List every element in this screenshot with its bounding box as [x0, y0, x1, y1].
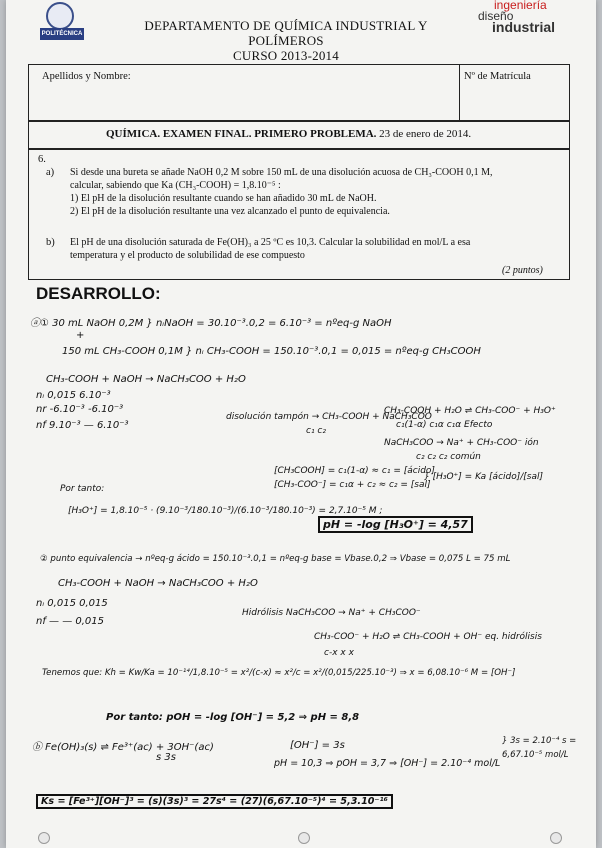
a2-line-0: ② punto equivalencia → nºeq-g ácido = 150.10⁻³.0,1 = nºeq-g base = Vbase.0,2 ⇒ Vbase = 0,075 L = 75 mL: [40, 554, 511, 564]
a1-line-0: ⓐ① 30 mL NaOH 0,2M } nᵢNaOH = 30.10⁻³.0,2 = 6.10⁻³ = nºeq-g NaOH: [30, 318, 392, 329]
pin-bottom-center: [298, 832, 310, 844]
a1-line-11: NaCH₃COO → Na⁺ + CH₃-COO⁻ ión: [384, 438, 539, 448]
university-name: POLITÉCNICA: [40, 28, 84, 40]
a1-line-16: Por tanto:: [60, 484, 105, 494]
a1-line-15: } [H₃O⁺] = Ka [ácido]/[sal]: [424, 472, 544, 482]
part-a-item-2: 2) El pH de la disolución resultante una vez alcanzado el punto de equivalencia.: [70, 206, 390, 217]
a2-line-6: c-x x x: [324, 648, 354, 658]
a1-line-10: c₁(1-α) c₁α c₁α Efecto: [396, 420, 493, 430]
points-value: (2 puntos): [502, 265, 543, 276]
a2-line-7: Tenemos que: Kh = Kw/Ka = 10⁻¹⁴/1,8.10⁻⁵ = x²/(c-x) ≈ x²/c = x²/(0,015/225.10⁻³) ⇒ x = 6,08.10⁻⁶ M = [OH⁻]: [42, 668, 516, 678]
a1-line-12: c₂ c₂ c₂ común: [416, 452, 481, 462]
part-b-line-1: El pH de una disolución saturada de Fe(OH)₃ a 25 ºC es 10,3. Calcular la solubilidad en mol/L a esa: [70, 237, 471, 248]
b-line-3: pH = 10,3 ⇒ pOH = 3,7 ⇒ [OH⁻] = 2.10⁻⁴ mol/L: [274, 758, 501, 769]
ph-result-a1: pH = -log [H₃O⁺] = 4,57: [318, 516, 473, 533]
a1-line-8: c₁ c₂: [306, 426, 326, 436]
crest-icon: [46, 2, 74, 30]
exam-sheet: [6, 0, 596, 848]
exam-title-text: QUÍMICA. EXAMEN FINAL. PRIMERO PROBLEMA.: [106, 128, 377, 140]
brand-line-2: diseño: [478, 9, 514, 23]
a1-line-13: [CH₃COOH] = c₁(1-α) ≈ c₁ = [ácido]: [274, 466, 435, 476]
part-a-line-2: calcular, sabiendo que Ka (CH₃-COOH) = 1,8.10⁻⁵ :: [70, 180, 281, 191]
brand-line-3: industrial: [492, 19, 556, 35]
brand-line-1: ingeniería: [494, 0, 547, 12]
solution-heading: DESARROLLO:: [36, 284, 161, 303]
university-logo: [40, 2, 84, 42]
part-b-statement: [70, 236, 560, 262]
a1-line-17: [H₃O⁺] = 1,8.10⁻⁵ · (9.10⁻³/180.10⁻³)/(6.10⁻³/180.10⁻³) = 2,7.10⁻⁵ M ;: [68, 506, 383, 516]
b-line-0: ⓑ Fe(OH)₃(s) ⇌ Fe³⁺(ac) + 3OH⁻(ac): [32, 742, 214, 753]
pin-bottom-left: [38, 832, 50, 844]
department-title: DEPARTAMENTO DE QUÍMICA INDUSTRIAL Y POLÍMEROS: [144, 18, 428, 48]
b-line-1: s 3s: [156, 752, 176, 763]
matricula-label: Nº de Matrícula: [464, 71, 531, 82]
a1-line-2: 150 mL CH₃-COOH 0,1M } nᵢ CH₃-COOH = 150.10⁻³.0,1 = 0,015 = nºeq-g CH₃COOH: [62, 346, 481, 357]
part-a-line-1: Si desde una bureta se añade NaOH 0,2 M sobre 150 mL de una disolución acuosa de CH₃-COOH 0,1 M,: [70, 167, 493, 178]
department-header: [116, 18, 456, 63]
part-a-label: a): [46, 167, 55, 178]
form-divider: [459, 64, 461, 120]
pin-bottom-right: [550, 832, 562, 844]
b-line-4: } 3s = 2.10⁻⁴ s = 6,67.10⁻⁵ mol/L: [502, 736, 577, 760]
course-year: CURSO 2013-2014: [233, 48, 339, 63]
ks-result: Ks = [Fe³⁺][OH⁻]³ = (s)(3s)³ = 27s⁴ = (27)(6,67.10⁻⁵)⁴ = 5,3.10⁻¹⁶: [36, 794, 393, 809]
b-result: [36, 796, 393, 807]
part-b-label: b): [46, 237, 55, 248]
a2-line-3: nf — — 0,015: [36, 616, 105, 627]
a1-line-9: CH₃-COOH + H₂O ⇌ CH₃-COO⁻ + H₃O⁺: [384, 406, 556, 416]
name-label: Apellidos y Nombre:: [42, 71, 131, 82]
a2-line-4: Hidrólisis NaCH₃COO → Na⁺ + CH₃COO⁻: [242, 608, 421, 618]
a1-line-6: nf 9.10⁻³ — 6.10⁻³: [36, 420, 129, 431]
part-a-statement: [70, 166, 560, 218]
brand-logo: [478, 0, 588, 33]
b-line-2: [OH⁻] = 3s: [290, 740, 345, 751]
part-a-item-1: 1) El pH de la disolución resultante cuando se han añadido 30 mL de NaOH.: [70, 193, 377, 204]
a1-line-7: disolución tampón → CH₃-COOH + NaCH₃COO: [226, 412, 432, 422]
a1-line-3: CH₃-COOH + NaOH → NaCH₃COO + H₂O: [46, 374, 246, 385]
ph-result-a2: Por tanto: pOH = -log [OH⁻] = 5,2 ⇒ pH = 8,8: [106, 712, 360, 723]
a2-line-5: CH₃-COO⁻ + H₂O ⇌ CH₃-COOH + OH⁻ eq. hidrólisis: [314, 632, 542, 642]
part-b-line-2: temperatura y el producto de solubilidad de ese compuesto: [70, 250, 305, 261]
a2-result: [106, 712, 359, 723]
a1-line-14: [CH₃-COO⁻] = c₁α + c₂ ≈ c₂ = [sal]: [274, 480, 431, 490]
a2-line-1: CH₃-COOH + NaOH → NaCH₃COO + H₂O: [58, 578, 258, 589]
exam-title: [106, 128, 471, 141]
a1-line-1: +: [76, 330, 85, 341]
problem-number: 6.: [38, 154, 46, 165]
a1-result: [318, 518, 473, 531]
a2-line-2: nᵢ 0,015 0,015: [36, 598, 108, 609]
a1-line-5: nr -6.10⁻³ -6.10⁻³: [36, 404, 124, 415]
a1-line-4: nᵢ 0,015 6.10⁻³: [36, 390, 111, 401]
exam-date: 23 de enero de 2014.: [379, 128, 472, 140]
